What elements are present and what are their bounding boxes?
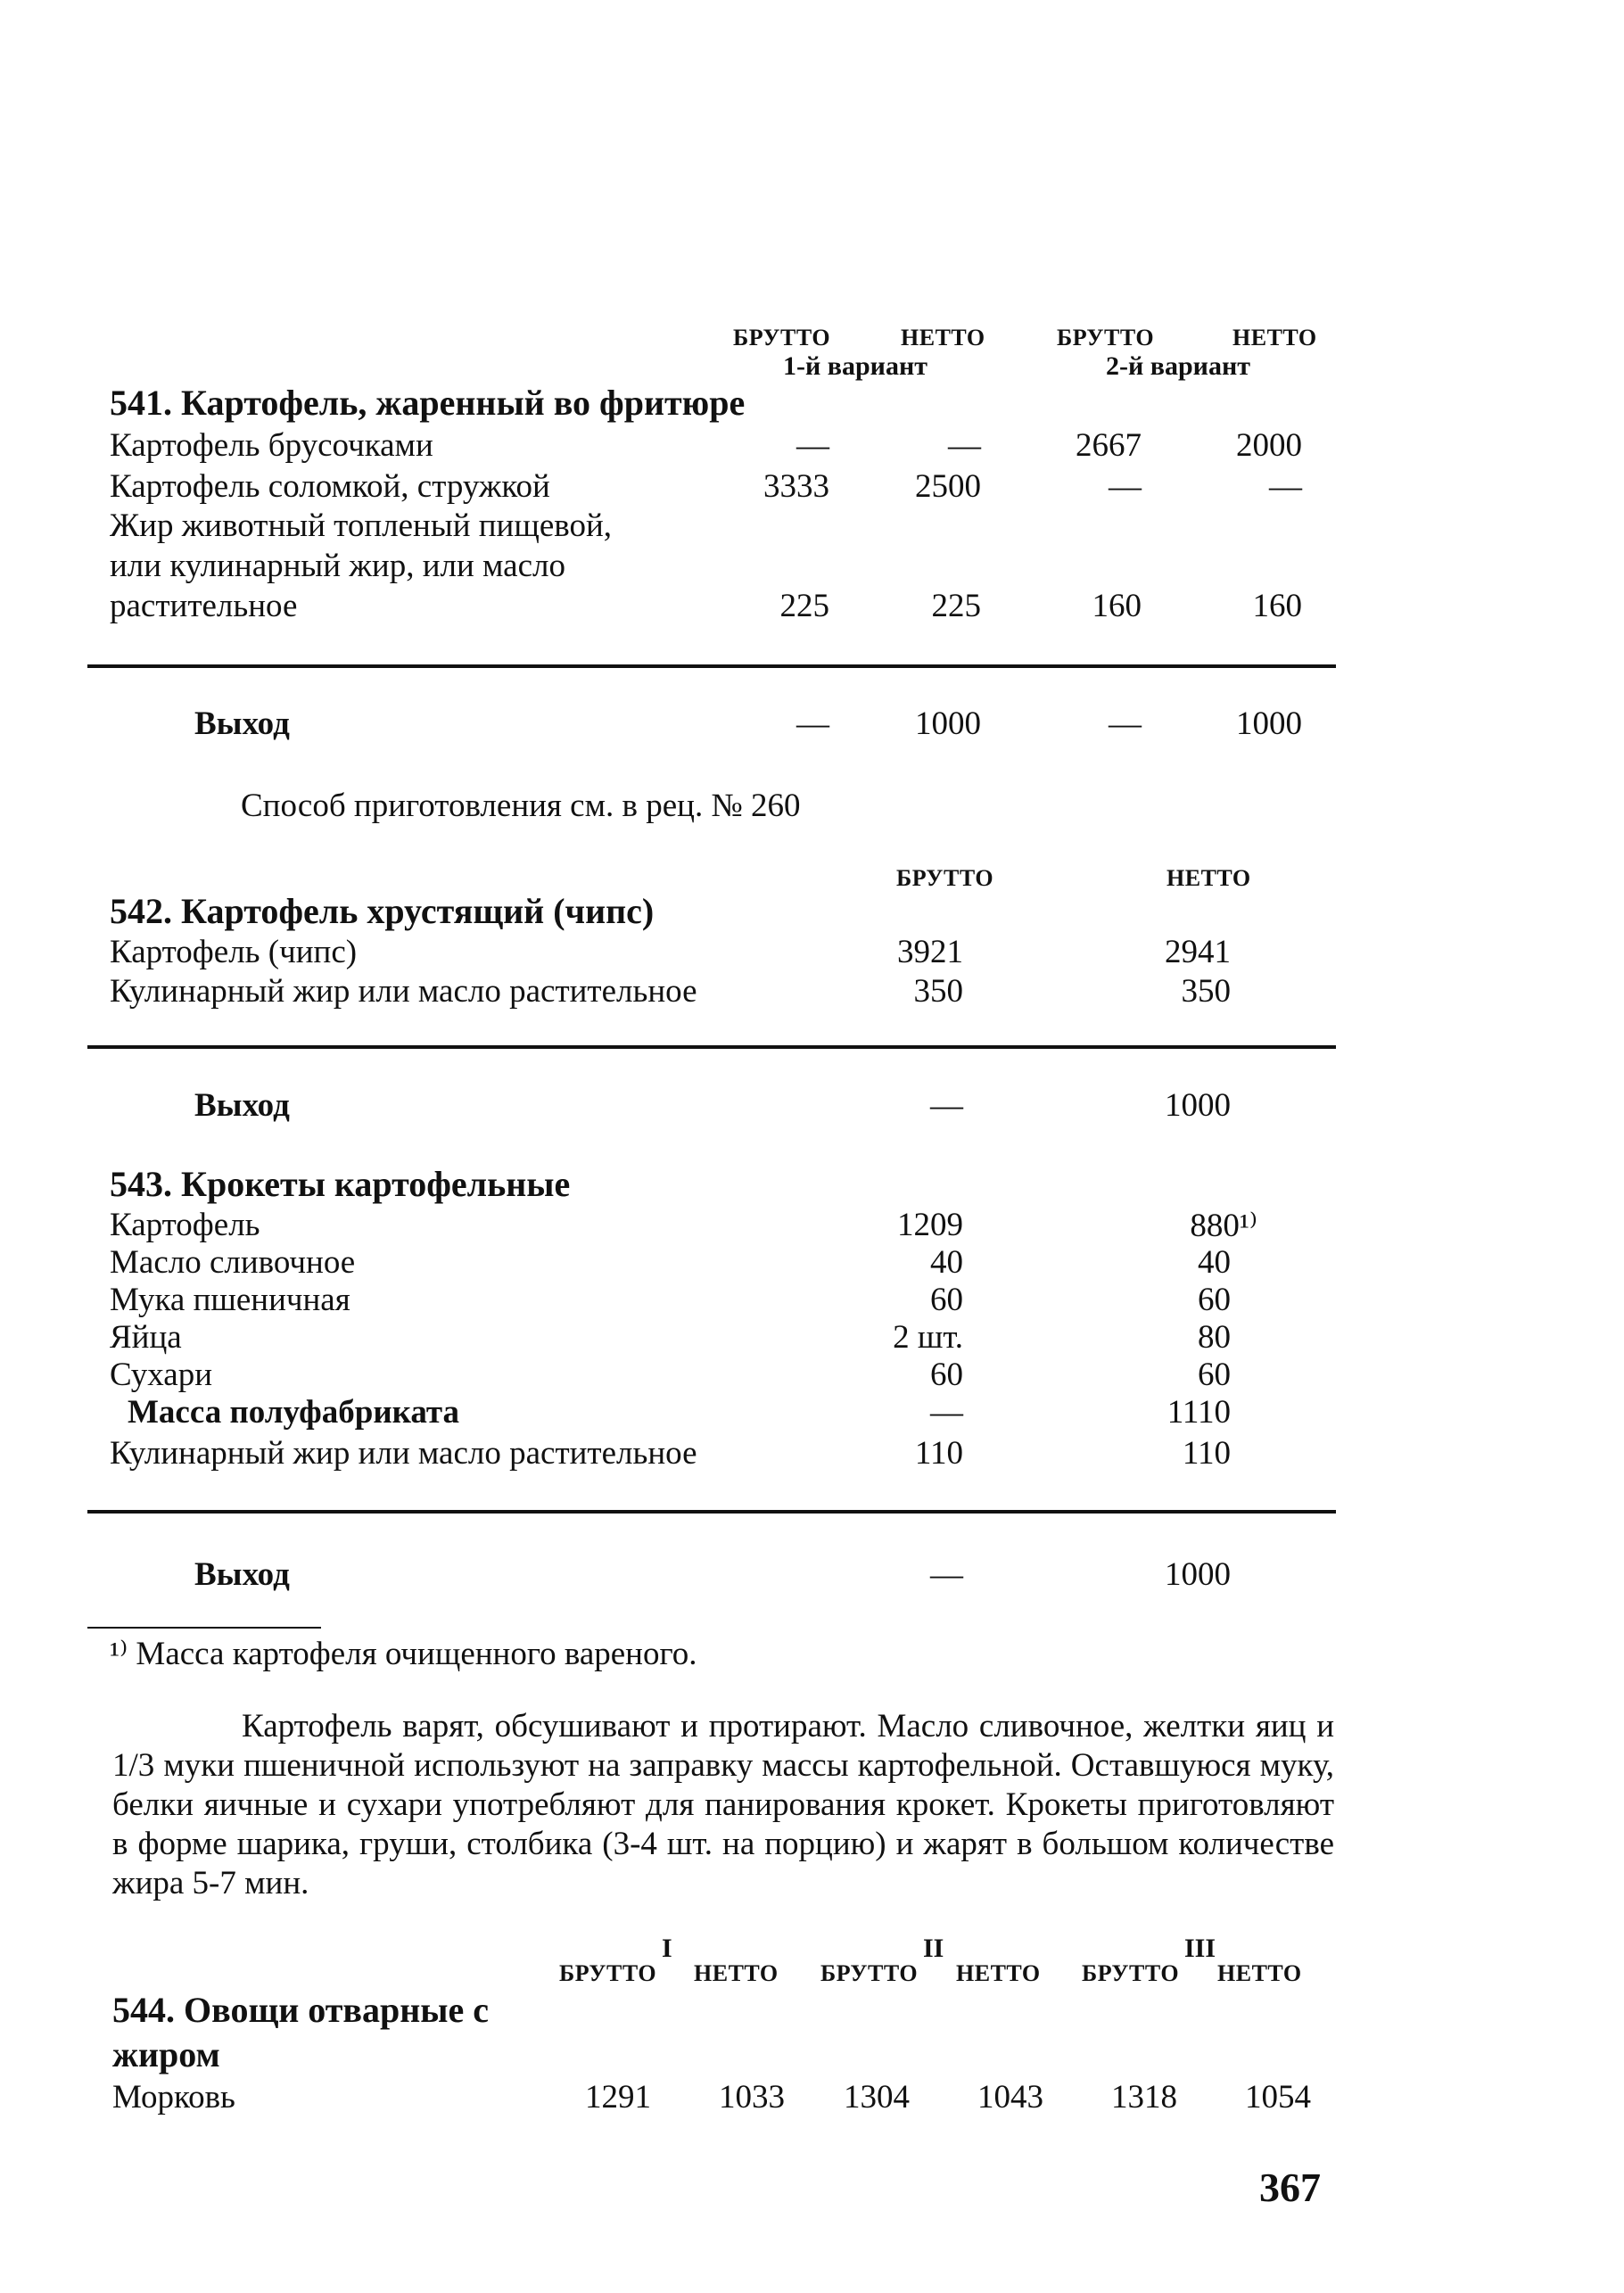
footnote-rule <box>87 1627 321 1629</box>
brutto-value: 60 <box>930 1282 963 1318</box>
brutto-value: 60 <box>930 1357 963 1393</box>
brutto-value: 350 <box>913 973 963 1010</box>
netto-value: 40 <box>1198 1244 1231 1281</box>
col-header-netto-II: НЕТТО <box>956 1960 1041 1986</box>
variant-III-label: III <box>1184 1934 1216 1963</box>
ingredient-name: Картофель (чипс) <box>110 934 358 970</box>
recipe-542-title: 542. Картофель хрустящий (чипс) <box>110 891 655 931</box>
brutto-value: 40 <box>930 1244 963 1281</box>
yield-netto: 1000 <box>1165 1556 1231 1593</box>
ingredient-name: Масло сливочное <box>110 1244 356 1281</box>
brutto-III-value: 1318 <box>1111 2079 1177 2116</box>
method-paragraph: Картофель варят, обсушивают и протирают. Масло сливочное, желтки яиц и 1/3 муки пшеничной используют на заправку массы картофельной. Оставшуюся муку, белки яичные и сухари употребляют для панирования крокет. Крокеты приготовляют в форме шарика, груши, столбика (3-4 шт. на порцию) и жарят в большом количестве жира 5-7 мин. <box>112 1708 1334 1901</box>
col-header-netto-I: НЕТТО <box>694 1960 779 1986</box>
ingredient-name: Мука пшеничная <box>110 1282 350 1318</box>
variant-1-label: 1-й вариант <box>783 351 927 381</box>
col-header-brutto-1: БРУТТО <box>733 325 831 351</box>
yield-label: Выход <box>194 1087 290 1124</box>
yield-netto-1: 1000 <box>915 705 981 742</box>
netto-value: 350 <box>1181 973 1231 1010</box>
netto-2-value: 2000 <box>1236 427 1302 464</box>
page-number: 367 <box>1259 2165 1321 2210</box>
ingredient-name: Картофель соломкой, стружкой <box>110 468 550 505</box>
variant-I-label: I <box>662 1934 672 1963</box>
ingredient-name: Картофель <box>110 1207 260 1243</box>
preparation-note: Способ приготовления см. в рец. № 260 <box>241 788 801 824</box>
recipe-544-title-line: 544. Овощи отварные с <box>112 1990 490 2030</box>
ingredient-name: Картофель брусочками <box>110 427 433 464</box>
brutto-2-value: 2667 <box>1076 427 1142 464</box>
netto-2-value: 160 <box>1252 588 1302 624</box>
ingredient-name: Кулинарный жир или масло растительное <box>110 973 697 1010</box>
brutto-2-value: 160 <box>1092 588 1142 624</box>
yield-label: Выход <box>194 705 290 742</box>
ingredient-name-line: Жир животный топленый пищевой, <box>110 507 613 544</box>
brutto-1-value: 3333 <box>763 468 829 505</box>
col-header-brutto: БРУТТО <box>896 865 994 891</box>
semi-product-mass-label: Масса полуфабриката <box>128 1394 460 1431</box>
netto-value: 60 <box>1198 1282 1231 1318</box>
col-header-netto: НЕТТО <box>1166 865 1251 891</box>
yield-brutto: — <box>930 1087 963 1124</box>
ingredient-name: Яйца <box>110 1319 182 1356</box>
recipe-544-title-line: жиром <box>112 2034 220 2074</box>
netto-1-value: — <box>948 427 981 464</box>
ingredient-name-line: растительное <box>110 588 298 624</box>
col-header-netto-2: НЕТТО <box>1232 325 1317 351</box>
brutto-2-value: — <box>1109 468 1142 505</box>
yield-netto: 1000 <box>1165 1087 1231 1124</box>
col-header-netto-III: НЕТТО <box>1217 1960 1302 1986</box>
col-header-brutto-II: БРУТТО <box>820 1960 919 1986</box>
yield-brutto: — <box>930 1556 963 1593</box>
netto-value: 1110 <box>1166 1394 1231 1431</box>
netto-II-value: 1043 <box>977 2079 1043 2116</box>
netto-value: 110 <box>1182 1435 1231 1472</box>
ingredient-name-line: или кулинарный жир, или масло <box>110 548 565 584</box>
col-header-netto-1: НЕТТО <box>901 325 985 351</box>
brutto-value: 2 шт. <box>893 1319 963 1356</box>
netto-2-value: — <box>1269 468 1302 505</box>
yield-brutto-1: — <box>796 705 829 742</box>
ingredient-name: Кулинарный жир или масло растительное <box>110 1435 697 1472</box>
netto-value: 880¹⁾ <box>1190 1208 1257 1244</box>
netto-I-value: 1033 <box>719 2079 785 2116</box>
netto-value: 60 <box>1198 1357 1231 1393</box>
netto-1-value: 225 <box>931 588 981 624</box>
netto-1-value: 2500 <box>915 468 981 505</box>
variant-II-label: II <box>923 1934 944 1963</box>
recipe-543-title: 543. Крокеты картофельные <box>110 1164 571 1204</box>
yield-netto-2: 1000 <box>1236 705 1302 742</box>
table-rule <box>87 1510 1336 1514</box>
brutto-1-value: 225 <box>779 588 829 624</box>
brutto-value: 110 <box>914 1435 963 1472</box>
netto-III-value: 1054 <box>1245 2079 1311 2116</box>
netto-value: 80 <box>1198 1319 1231 1356</box>
brutto-I-value: 1291 <box>585 2079 651 2116</box>
yield-brutto-2: — <box>1109 705 1142 742</box>
brutto-II-value: 1304 <box>844 2079 910 2116</box>
table-rule <box>87 664 1336 668</box>
brutto-value: — <box>930 1394 963 1431</box>
yield-label: Выход <box>194 1556 290 1593</box>
ingredient-name: Морковь <box>112 2079 235 2116</box>
brutto-value: 3921 <box>897 934 963 970</box>
col-header-brutto-III: БРУТТО <box>1082 1960 1180 1986</box>
col-header-brutto-I: БРУТТО <box>559 1960 657 1986</box>
recipe-541-title: 541. Картофель, жаренный во фритюре <box>110 383 746 423</box>
footnote: ¹⁾ Масса картофеля очищенного вареного. <box>110 1636 697 1672</box>
netto-value: 2941 <box>1165 934 1231 970</box>
brutto-1-value: — <box>796 427 829 464</box>
table-rule <box>87 1045 1336 1049</box>
ingredient-name: Сухари <box>110 1357 212 1393</box>
variant-2-label: 2-й вариант <box>1106 351 1250 381</box>
col-header-brutto-2: БРУТТО <box>1057 325 1155 351</box>
brutto-value: 1209 <box>897 1207 963 1243</box>
